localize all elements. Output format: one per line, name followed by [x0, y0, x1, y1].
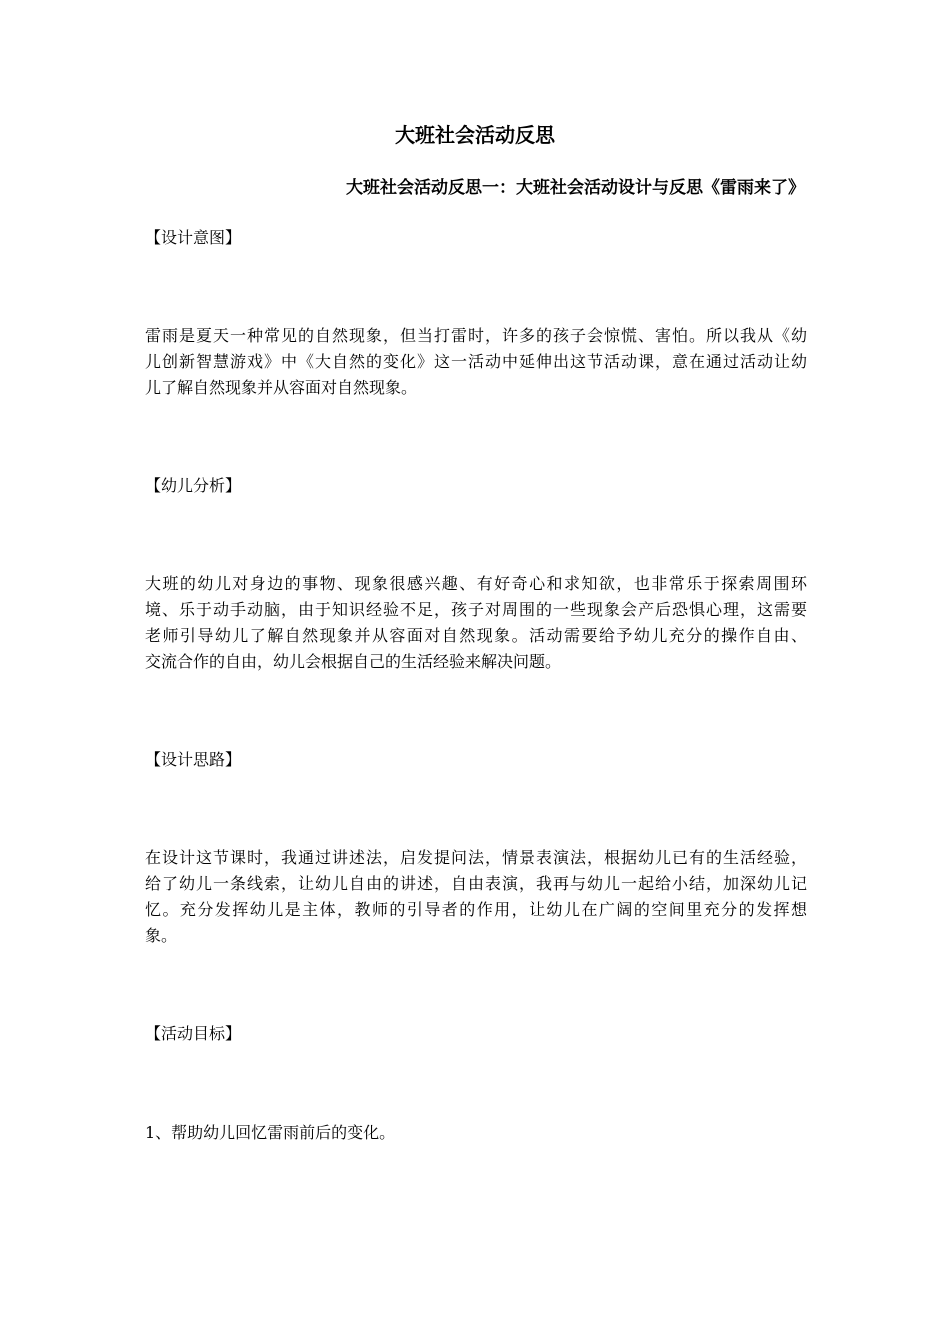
paragraph-line: 忆。充分发挥幼儿是主体，教师的引导者的作用，让幼儿在广阔的空间里充分的发挥想: [145, 900, 807, 919]
paragraph-line: 雷雨是夏天一种常见的自然现象，但当打雷时，许多的孩子会惊慌、害怕。所以我从《幼: [145, 326, 807, 345]
paragraph-line: 境、乐于动手动脑，由于知识经验不足，孩子对周围的一些现象会产后恐惧心理，这需要: [145, 600, 807, 619]
paragraph-line: 交流合作的自由，幼儿会根据自己的生活经验来解决问题。: [145, 652, 562, 671]
section-heading-design-intent: 【设计意图】: [145, 228, 242, 247]
section-heading-activity-goals: 【活动目标】: [145, 1024, 242, 1043]
section-paragraph-child-analysis: [145, 571, 807, 675]
document-title: 大班社会活动反思: [395, 123, 555, 147]
paragraph-line: 老师引导幼儿了解自然现象并从容面对自然现象。活动需要给予幼儿充分的操作自由、: [145, 626, 807, 645]
section-paragraph-design-approach: [145, 845, 807, 949]
section-heading-design-approach: 【设计思路】: [145, 750, 242, 769]
paragraph-line: 儿了解自然现象并从容面对自然现象。: [145, 378, 418, 397]
section-paragraph-design-intent: [145, 323, 807, 401]
paragraph-line: 大班的幼儿对身边的事物、现象很感兴趣、有好奇心和求知欲，也非常乐于探索周围环: [145, 574, 807, 593]
paragraph-line: 儿创新智慧游戏》中《大自然的变化》这一活动中延伸出这节活动课，意在通过活动让幼: [145, 352, 807, 371]
section-heading-child-analysis: 【幼儿分析】: [145, 476, 242, 495]
document-subtitle: 大班社会活动反思一：大班社会活动设计与反思《雷雨来了》: [346, 178, 805, 198]
paragraph-line: 1、帮助幼儿回忆雷雨前后的变化。: [145, 1123, 396, 1142]
paragraph-line: 在设计这节课时，我通过讲述法，启发提问法，情景表演法，根据幼儿已有的生活经验，: [145, 848, 807, 867]
section-paragraph-activity-goals: [145, 1120, 807, 1146]
paragraph-line: 给了幼儿一条线索，让幼儿自由的讲述，自由表演，我再与幼儿一起给小结，加深幼儿记: [145, 874, 807, 893]
paragraph-line: 象。: [145, 926, 178, 945]
